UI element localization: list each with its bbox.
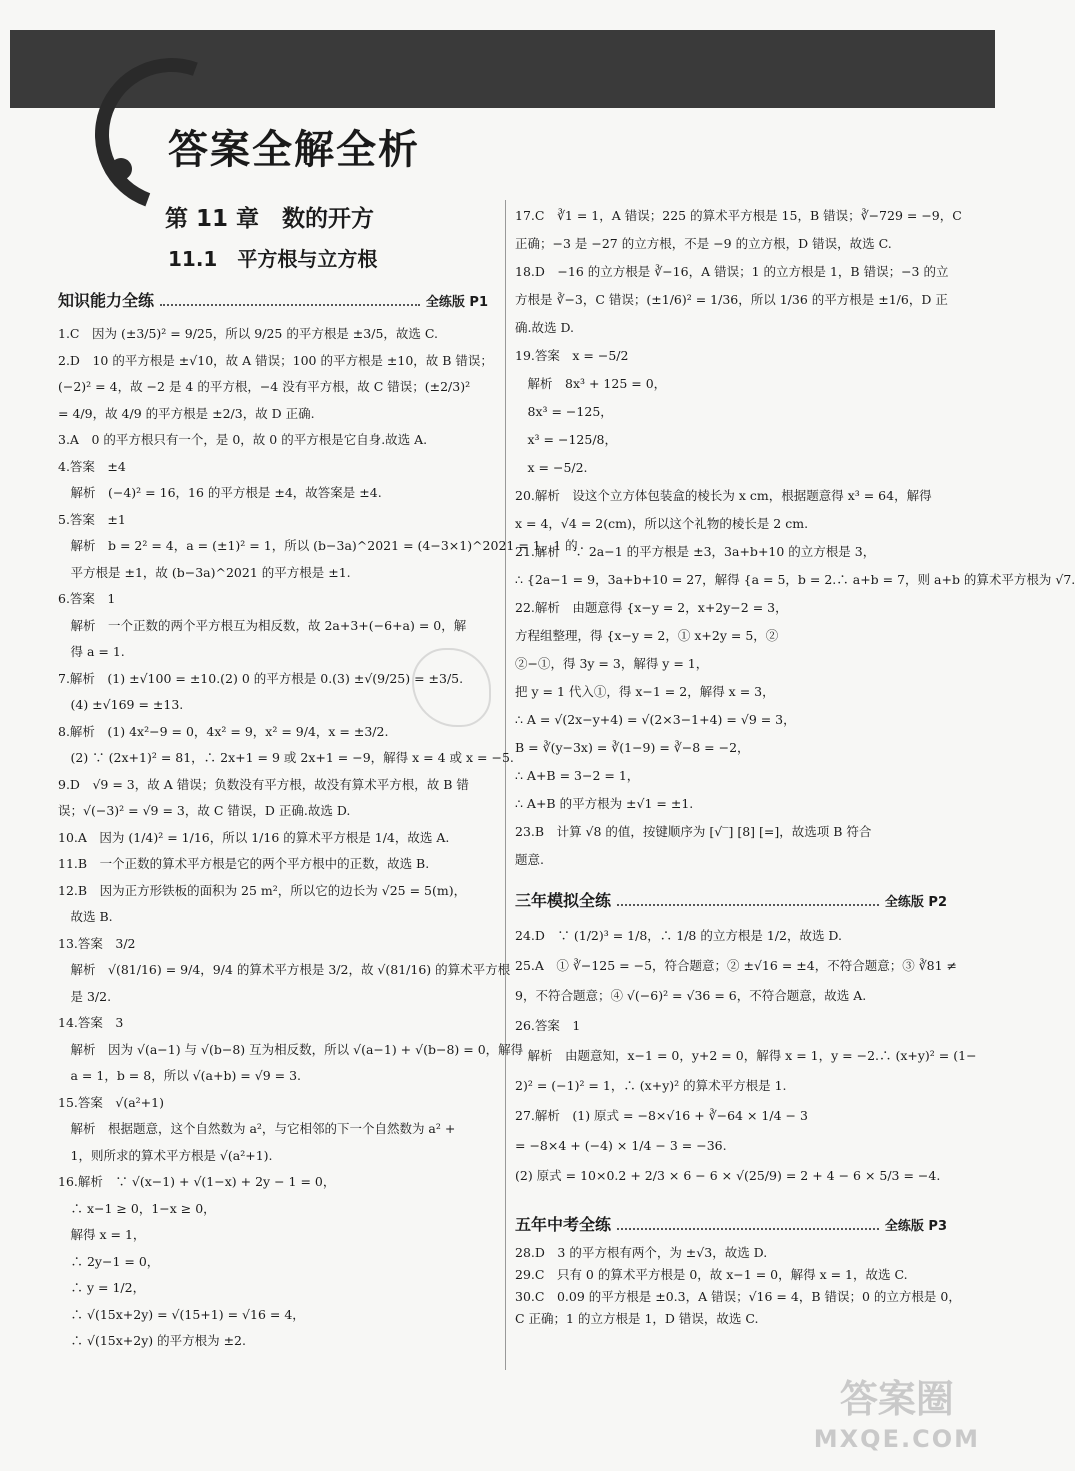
- text-line: 30.C 0.09 的平方根是 ±0.3，A 错误；√16 = 4，B 错误；0 的立方根是 0，: [515, 1289, 961, 1304]
- text-line: 解析 b = 2² = 4，a = (±1)² = 1，所以 (b−3a)^2021 = (4−3×1)^2021 = 1，1 的: [58, 538, 578, 553]
- watermark-main: 答案圈: [839, 1377, 954, 1421]
- text-line: (−2)² = 4，故 −2 是 4 的平方根，−4 没有平方根，故 C 错误；(±2/3)²: [58, 379, 471, 394]
- text-line: 20.解析 设这个立方体包装盒的棱长为 x cm，根据题意得 x³ = 64，解得: [515, 488, 932, 503]
- text-line: 17.C ∛1 = 1，A 错误；225 的算术平方根是 15，B 错误；∛−729 = −9，C: [515, 208, 962, 223]
- text-line: (2) ∵ (2x+1)² = 81，∴ 2x+1 = 9 或 2x+1 = −9，解得 x = 4 或 x = −5.: [58, 750, 514, 765]
- text-line: x³ = −125/8，: [515, 432, 617, 447]
- text-line: 解得 x = 1，: [58, 1227, 146, 1242]
- text-line: ∴ √(15x+2y) 的平方根为 ±2.: [58, 1333, 246, 1348]
- text-line: ∴ {2a−1 = 9，3a+b+10 = 27，解得 {a = 5，b = 2.∴ a+b = 7，则 a+b 的算术平方根为 √7.: [515, 572, 1075, 587]
- text-line: 5.答案 ±1: [58, 511, 126, 527]
- text-line: 得 a = 1.: [58, 644, 125, 659]
- text-line: 19.答案 x = −5/2: [515, 348, 629, 363]
- section-header-1: [58, 288, 488, 311]
- text-line: 12.B 因为正方形铁板的面积为 25 m²，所以它的边长为 √25 = 5(m)，: [58, 882, 467, 898]
- text-line: 9，不符合题意；④ √(−6)² = √36 = 6，不符合题意，故选 A.: [515, 988, 867, 1003]
- text-line: ∴ A+B 的平方根为 ±√1 = ±1.: [515, 796, 694, 811]
- text-line: 4.答案 ±4: [58, 458, 126, 474]
- text-line: 6.答案 1: [58, 591, 116, 606]
- text-line: 21.解析 ∵ 2a−1 的平方根是 ±3，3a+b+10 的立方根是 3，: [515, 544, 876, 559]
- text-line: 8.解析 (1) 4x²−9 = 0，4x² = 9，x² = 9/4，x = ±3/2.: [58, 723, 389, 739]
- text-line: 题意.: [515, 852, 544, 867]
- text-line: 1.C 因为 (±3/5)² = 9/25，所以 9/25 的平方根是 ±3/5，故选 C.: [58, 326, 438, 341]
- text-line: 1，则所求的算术平方根是 √(a²+1).: [58, 1147, 273, 1163]
- text-line: 方程组整理，得 {x−y = 2，① x+2y = 5，②: [515, 628, 779, 643]
- text-line: 29.C 只有 0 的算术平方根是 0，故 x−1 = 0，解得 x = 1，故选 C.: [515, 1267, 908, 1282]
- section-page: 全练版 P3: [884, 1219, 947, 1234]
- text-line: = −8×4 + (−4) × 1/4 − 3 = −36.: [515, 1138, 727, 1153]
- text-line: 10.A 因为 (1/4)² = 1/16，所以 1/16 的算术平方根是 1/4，故选 A.: [58, 829, 450, 845]
- text-line: a = 1，b = 8，所以 √(a+b) = √9 = 3.: [58, 1068, 302, 1083]
- text-line: (2) 原式 = 10×0.2 + 2/3 × 6 − 6 × √(25/9) = 2 + 4 − 6 × 5/3 = −4.: [515, 1168, 941, 1183]
- text-line: 是 3/2.: [58, 988, 112, 1004]
- text-line: C 正确；1 的立方根是 1，D 错误，故选 C.: [515, 1311, 759, 1326]
- text-line: 24.D ∵ (1/2)³ = 1/8，∴ 1/8 的立方根是 1/2，故选 D.: [515, 928, 842, 943]
- text-line: 解析 根据题意，这个自然数为 a²，与它相邻的下一个自然数为 a² +: [58, 1121, 456, 1136]
- stamp-mark: [412, 648, 491, 727]
- section-header-2: [515, 888, 947, 911]
- text-line: 解析 8x³ + 125 = 0，: [515, 376, 667, 391]
- text-line: 11.B 一个正数的算术平方根是它的两个平方根中的正数，故选 B.: [58, 856, 430, 871]
- text-line: 18.D −16 的立方根是 ∛−16，A 错误；1 的立方根是 1，B 错误；−3 的立: [515, 264, 949, 279]
- text-line: 26.答案 1: [515, 1018, 581, 1033]
- section-page: 全练版 P2: [884, 895, 947, 910]
- text-line: 方根是 ∛−3，C 错误；(±1/6)² = 1/36，所以 1/36 的平方根是 ±1/6，D 正: [515, 292, 948, 307]
- text-line: 7.解析 (1) ±√100 = ±10.(2) 0 的平方根是 0.(3) ±√(9/25) = ±3/5.: [58, 670, 464, 686]
- section-name: 知识能力全练: [58, 291, 155, 310]
- leader-dots: [617, 1218, 879, 1230]
- text-line: x = −5/2.: [515, 460, 588, 475]
- section-title: 11.1 平方根与立方根: [168, 247, 378, 271]
- text-line: 平方根是 ±1，故 (b−3a)^2021 的平方根是 ±1.: [58, 564, 351, 580]
- text-line: 22.解析 由题意得 {x−y = 2，x+2y−2 = 3，: [515, 600, 788, 615]
- section-header-3: [515, 1212, 947, 1235]
- chapter-title: 第 11 章 数的开方: [165, 206, 375, 232]
- text-line: ∴ A = √(2x−y+4) = √(2×3−1+4) = √9 = 3，: [515, 712, 796, 727]
- watermark-sub: MXQE.COM: [813, 1425, 980, 1453]
- text-line: 13.答案 3/2: [58, 935, 136, 951]
- text-line: 23.B 计算 √8 的值，按键顺序为 [√‾] [8] [=]，故选项 B 符合: [515, 824, 872, 839]
- text-line: 解析 因为 √(a−1) 与 √(b−8) 互为相反数，所以 √(a−1) + √(b−8) = 0，解得: [58, 1041, 524, 1057]
- text-line: = 4/9，故 4/9 的平方根是 ±2/3，故 D 正确.: [58, 405, 315, 421]
- section-name: 五年中考全练: [515, 1215, 612, 1234]
- text-line: 解析 √(81/16) = 9/4，9/4 的算术平方根是 3/2，故 √(81/16) 的算术平方根: [58, 962, 511, 977]
- text-line: 解析 (−4)² = 16，16 的平方根是 ±4，故答案是 ±4.: [58, 485, 382, 500]
- text-line: 15.答案 √(a²+1): [58, 1094, 164, 1110]
- text-line: x = 4，√4 = 2(cm)，所以这个礼物的棱长是 2 cm.: [515, 516, 809, 531]
- text-line: ∴ x−1 ≥ 0，1−x ≥ 0，: [58, 1200, 216, 1216]
- text-line: 把 y = 1 代入①，得 x−1 = 2，解得 x = 3，: [515, 684, 775, 699]
- page-title: 答案全解全析: [168, 127, 420, 173]
- text-line: 故选 B.: [58, 909, 113, 924]
- text-line: 27.解析 (1) 原式 = −8×√16 + ∛−64 × 1/4 − 3: [515, 1108, 808, 1123]
- text-line: ∴ 2y−1 = 0，: [58, 1253, 160, 1269]
- section-name: 三年模拟全练: [515, 891, 612, 910]
- text-line: 9.D √9 = 3，故 A 错误；负数没有平方根，故没有算术平方根，故 B 错: [58, 776, 469, 792]
- column-divider: [505, 200, 506, 1370]
- text-line: ②−①，得 3y = 3，解得 y = 1，: [515, 656, 709, 671]
- text-line: ∴ √(15x+2y) = √(15+1) = √16 = 4，: [58, 1306, 305, 1322]
- leader-dots: [160, 294, 420, 306]
- text-line: ∴ A+B = 3−2 = 1，: [515, 768, 640, 783]
- watermark-logo: [814, 1379, 980, 1459]
- text-line: 3.A 0 的平方根只有一个，是 0，故 0 的平方根是它自身.故选 A.: [58, 432, 428, 447]
- text-line: 确.故选 D.: [515, 320, 574, 335]
- text-line: 正确；−3 是 −27 的立方根，不是 −9 的立方根，D 错误，故选 C.: [515, 236, 892, 251]
- text-line: 误；√(−3)² = √9 = 3，故 C 错误，D 正确.故选 D.: [58, 803, 351, 818]
- text-line: 解析 由题意知，x−1 = 0，y+2 = 0，解得 x = 1，y = −2.∴ (x+y)² = (1−: [515, 1048, 977, 1063]
- text-line: 14.答案 3: [58, 1015, 124, 1030]
- text-line: 解析 一个正数的两个平方根互为相反数，故 2a+3+(−6+a) = 0，解: [58, 617, 467, 633]
- text-line: 25.A ① ∛−125 = −5，符合题意；② ±√16 = ±4，不符合题意；③ ∛81 ≠: [515, 958, 957, 973]
- section-page: 全练版 P1: [425, 295, 488, 310]
- text-line: 2.D 10 的平方根是 ±√10，故 A 错误；100 的平方根是 ±10，故 B 错误；: [58, 352, 493, 368]
- text-line: 8x³ = −125，: [515, 404, 613, 419]
- text-line: 28.D 3 的平方根有两个，为 ±√3，故选 D.: [515, 1245, 768, 1260]
- leader-dots: [617, 894, 879, 906]
- decorative-dot: [110, 158, 132, 180]
- text-line: 2)² = (−1)² = 1，∴ (x+y)² 的算术平方根是 1.: [515, 1078, 787, 1093]
- text-line: ∴ y = 1/2，: [58, 1280, 146, 1295]
- text-line: (4) ±√169 = ±13.: [58, 697, 184, 712]
- text-line: 16.解析 ∵ √(x−1) + √(1−x) + 2y − 1 = 0，: [58, 1174, 336, 1189]
- text-line: B = ∛(y−3x) = ∛(1−9) = ∛−8 = −2，: [515, 740, 750, 755]
